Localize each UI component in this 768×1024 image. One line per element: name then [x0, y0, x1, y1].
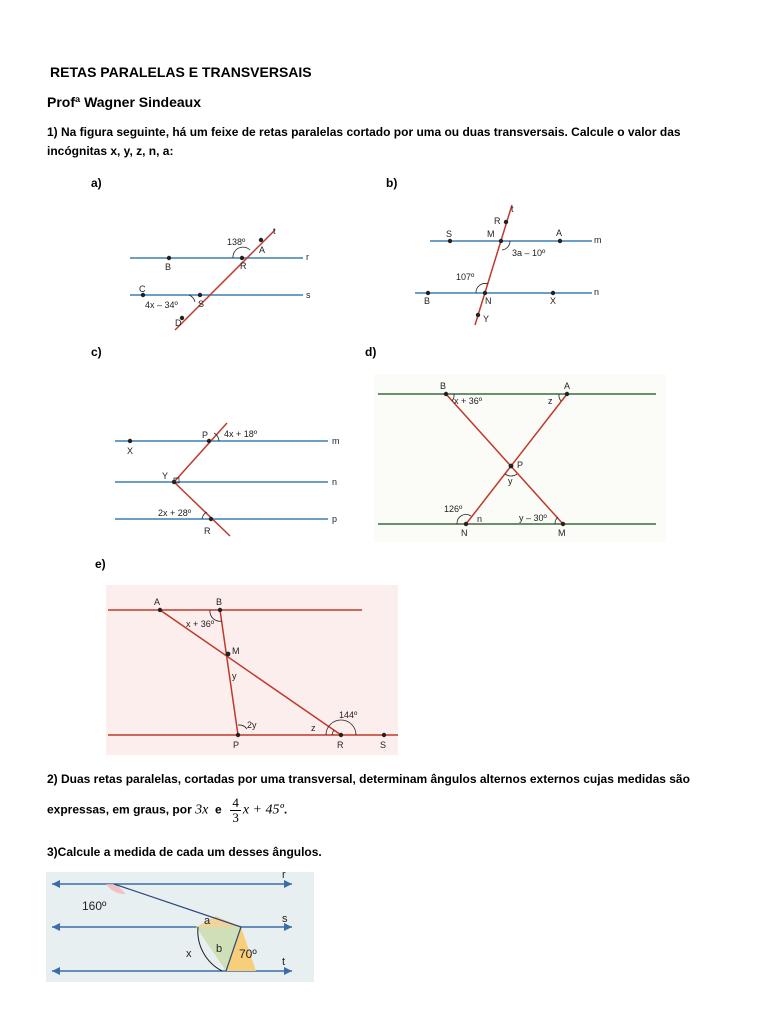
point-a: A: [556, 228, 563, 238]
angle-x-label: x: [186, 948, 192, 960]
figure-d: [374, 374, 666, 542]
angle-y: y: [508, 476, 513, 486]
figure-b: [410, 200, 620, 330]
point-r: R: [337, 740, 344, 750]
angle-x-36: x + 36º: [454, 396, 483, 406]
angle-160: 160º: [82, 899, 107, 913]
point-b: B: [424, 296, 431, 306]
fraction-numerator: 4: [232, 795, 239, 810]
figure-e-label: e): [95, 557, 106, 571]
figure-b-label: b): [386, 176, 398, 190]
question-2-line-1: 2) Duas retas paralelas, cortadas por uma transversal, determinam ângulos alternos externos cujas medidas são: [47, 772, 690, 786]
point-b: B: [216, 597, 223, 607]
fraction-denominator: 3: [232, 810, 239, 825]
point-a: A: [564, 381, 571, 391]
point-s: S: [380, 740, 387, 750]
line-p-label: p: [332, 514, 338, 524]
line-r-label: r: [282, 872, 286, 881]
angle-126: 126º: [444, 504, 463, 514]
point-d: D: [175, 318, 182, 328]
point-n: N: [461, 528, 468, 538]
point-m: M: [232, 646, 240, 656]
angle-y-30: y – 30º: [519, 513, 547, 523]
line-s-label: s: [282, 913, 288, 925]
point-s: S: [446, 229, 453, 239]
expr-3x: 3x: [195, 802, 209, 818]
fraction-4-3: [230, 796, 241, 825]
point-n: N: [485, 296, 492, 306]
angle-70: 70º: [239, 947, 257, 961]
point-b: B: [440, 381, 447, 391]
angle-4x-18: 4x + 18º: [224, 429, 258, 439]
angle-138: 138º: [227, 237, 246, 247]
angle-144: 144º: [339, 710, 358, 720]
point-a: A: [154, 597, 161, 607]
figure-c-label: c): [91, 345, 102, 359]
point-s: S: [198, 299, 205, 309]
angle-4x-34: 4x – 34º: [145, 300, 178, 310]
angle-x-36: x + 36º: [186, 619, 215, 629]
angle-y: y: [232, 671, 237, 681]
point-m: M: [558, 528, 566, 538]
point-r: R: [204, 526, 211, 536]
point-r: R: [494, 216, 501, 226]
angle-z: z: [311, 723, 316, 733]
line-n-label: n: [332, 477, 338, 487]
question-3-text: 3)Calcule a medida de cada um desses ângulos.: [47, 845, 322, 859]
angle-z: z: [548, 396, 553, 406]
figure-e: [106, 585, 398, 755]
line-t-label: t: [511, 204, 514, 214]
document-title: RETAS PARALELAS E TRANSVERSAIS: [50, 64, 312, 80]
author-line: Profª Wagner Sindeaux: [47, 94, 202, 110]
question-2-line-2: [47, 796, 287, 825]
line-m-label: m: [332, 436, 340, 446]
line-n-label: n: [594, 287, 600, 297]
line-t-label: t: [282, 956, 286, 968]
angle-3a-10: 3a – 10º: [512, 248, 546, 258]
figure-a-label: a): [91, 176, 102, 190]
expr-x-45: x + 45º: [242, 802, 284, 818]
conjunction-e: e: [214, 802, 222, 817]
point-c: C: [139, 284, 146, 294]
line-m-label: m: [594, 235, 602, 245]
angle-107: 107º: [456, 272, 475, 282]
point-p: P: [233, 740, 240, 750]
point-m: M: [487, 229, 495, 239]
angle-a-label: a: [204, 915, 211, 927]
angle-n: n: [477, 514, 483, 524]
point-p: P: [517, 460, 524, 470]
angle-2x-28: 2x + 28º: [158, 508, 192, 518]
question-2-end: .: [283, 802, 288, 817]
question-1-line-2: incógnitas x, y, z, n, a:: [47, 144, 174, 158]
figure-d-label: d): [365, 345, 377, 359]
angle-2y: 2y: [247, 720, 257, 730]
angle-b-label: b: [216, 943, 223, 955]
point-x: X: [550, 296, 557, 306]
line-r-label: r: [306, 252, 309, 262]
point-x: X: [127, 446, 134, 456]
point-b: B: [165, 262, 172, 272]
point-y: Y: [483, 314, 490, 324]
question-1-line-1: 1) Na figura seguinte, há um feixe de retas paralelas cortado por uma ou duas transversais. Calcule o valor das: [47, 125, 681, 139]
point-p: P: [202, 430, 209, 440]
line-t-label: t: [273, 226, 276, 236]
figure-question-3: [46, 872, 314, 982]
figure-c: [110, 418, 350, 540]
point-r: R: [240, 261, 247, 271]
line-s-label: s: [306, 290, 311, 300]
figure-a: [125, 222, 325, 332]
point-y: Y: [162, 471, 169, 481]
question-2-prefix: expressas, em graus, por: [47, 802, 192, 817]
point-a: A: [259, 245, 266, 255]
